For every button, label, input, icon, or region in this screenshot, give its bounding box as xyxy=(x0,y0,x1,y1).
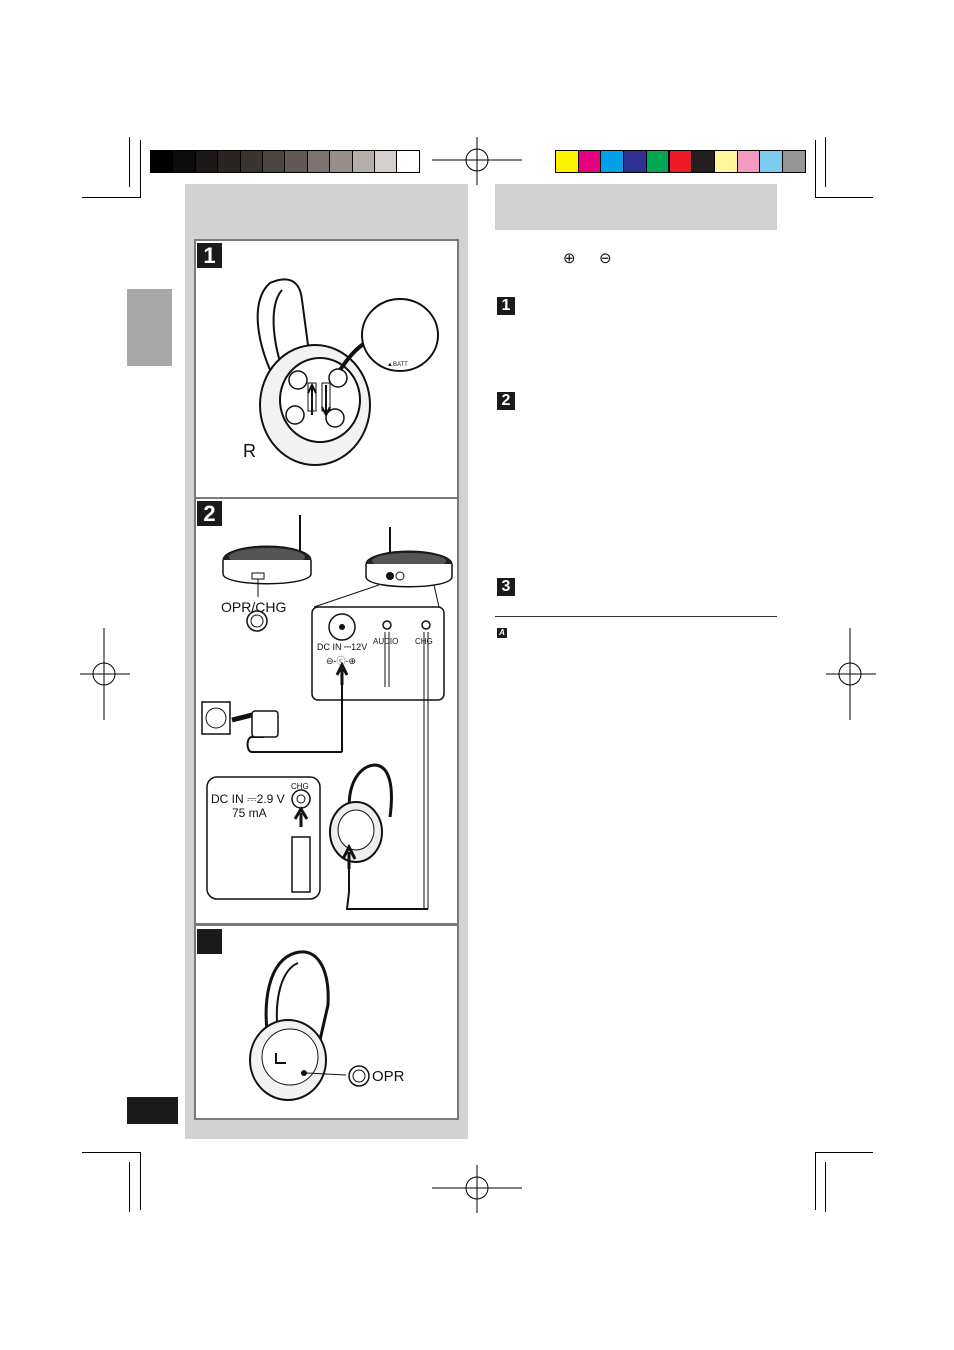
registration-mark-top xyxy=(432,137,522,185)
headphone-dc-in-label: DC IN ⎓2.9 V xyxy=(211,792,285,806)
figure-step-1: 1 xyxy=(197,243,222,268)
figure-note-marker xyxy=(197,929,222,954)
audio-port-label: AUDIO xyxy=(373,637,399,646)
dc-in-12v-label: DC IN ⎓12V xyxy=(317,642,368,652)
color-swatch xyxy=(352,150,375,173)
text-step-1: 1 xyxy=(497,297,515,315)
color-swatch xyxy=(691,150,715,173)
text-step-2: 2 xyxy=(497,392,515,410)
polarity-label: ⊖-ⓒ-⊕ xyxy=(326,656,357,666)
chg-port-label: CHG xyxy=(415,637,433,646)
divider-line xyxy=(495,616,777,617)
minus-terminal-icon: ⊖ xyxy=(599,250,612,267)
registration-mark-bottom xyxy=(432,1165,522,1213)
section-header-bar xyxy=(495,184,777,230)
transmitter-charging-illustration xyxy=(194,497,459,925)
side-label-r: R xyxy=(243,441,256,461)
plus-terminal-icon: ⊕ xyxy=(563,250,576,267)
color-swatch xyxy=(396,150,419,173)
crop-mark xyxy=(129,1162,130,1212)
color-swatch xyxy=(150,150,173,173)
headphone-chg-label: CHG xyxy=(291,782,309,791)
color-swatch xyxy=(578,150,602,173)
color-swatch xyxy=(759,150,783,173)
crop-mark xyxy=(82,197,140,198)
registration-mark-left xyxy=(80,628,130,720)
color-swatch xyxy=(195,150,218,173)
color-swatch xyxy=(646,150,670,173)
color-swatch xyxy=(307,150,330,173)
color-swatch xyxy=(623,150,647,173)
color-swatch xyxy=(240,150,263,173)
color-swatch xyxy=(329,150,352,173)
crop-mark xyxy=(129,137,130,187)
crop-mark xyxy=(815,140,816,198)
color-swatch xyxy=(555,150,579,173)
crop-mark xyxy=(140,1152,141,1210)
headphone-battery-illustration xyxy=(240,275,440,475)
crop-mark xyxy=(82,1152,140,1153)
cover-batt-label: ▲BATT xyxy=(387,362,408,368)
color-swatch xyxy=(600,150,624,173)
crop-mark xyxy=(825,137,826,187)
color-swatch xyxy=(669,150,693,173)
color-swatch xyxy=(374,150,397,173)
language-tab xyxy=(127,289,172,366)
color-swatch xyxy=(782,150,806,173)
color-swatch xyxy=(737,150,761,173)
crop-mark xyxy=(140,140,141,198)
figure-step-2: 2 xyxy=(197,501,222,526)
color-swatch xyxy=(714,150,738,173)
color-swatch xyxy=(172,150,195,173)
color-swatch xyxy=(217,150,240,173)
opr-chg-label: OPR/CHG xyxy=(221,599,287,615)
page-number-tab xyxy=(127,1097,178,1124)
color-swatch xyxy=(284,150,307,173)
note-marker: A xyxy=(497,628,507,638)
crop-mark xyxy=(815,1152,873,1153)
text-step-3: 3 xyxy=(497,578,515,596)
opr-label: OPR xyxy=(372,1068,405,1085)
color-swatch xyxy=(262,150,285,173)
headphone-current-label: 75 mA xyxy=(232,806,267,820)
registration-mark-right xyxy=(826,628,876,720)
crop-mark xyxy=(815,197,873,198)
crop-mark xyxy=(825,1162,826,1212)
crop-mark xyxy=(815,1152,816,1210)
